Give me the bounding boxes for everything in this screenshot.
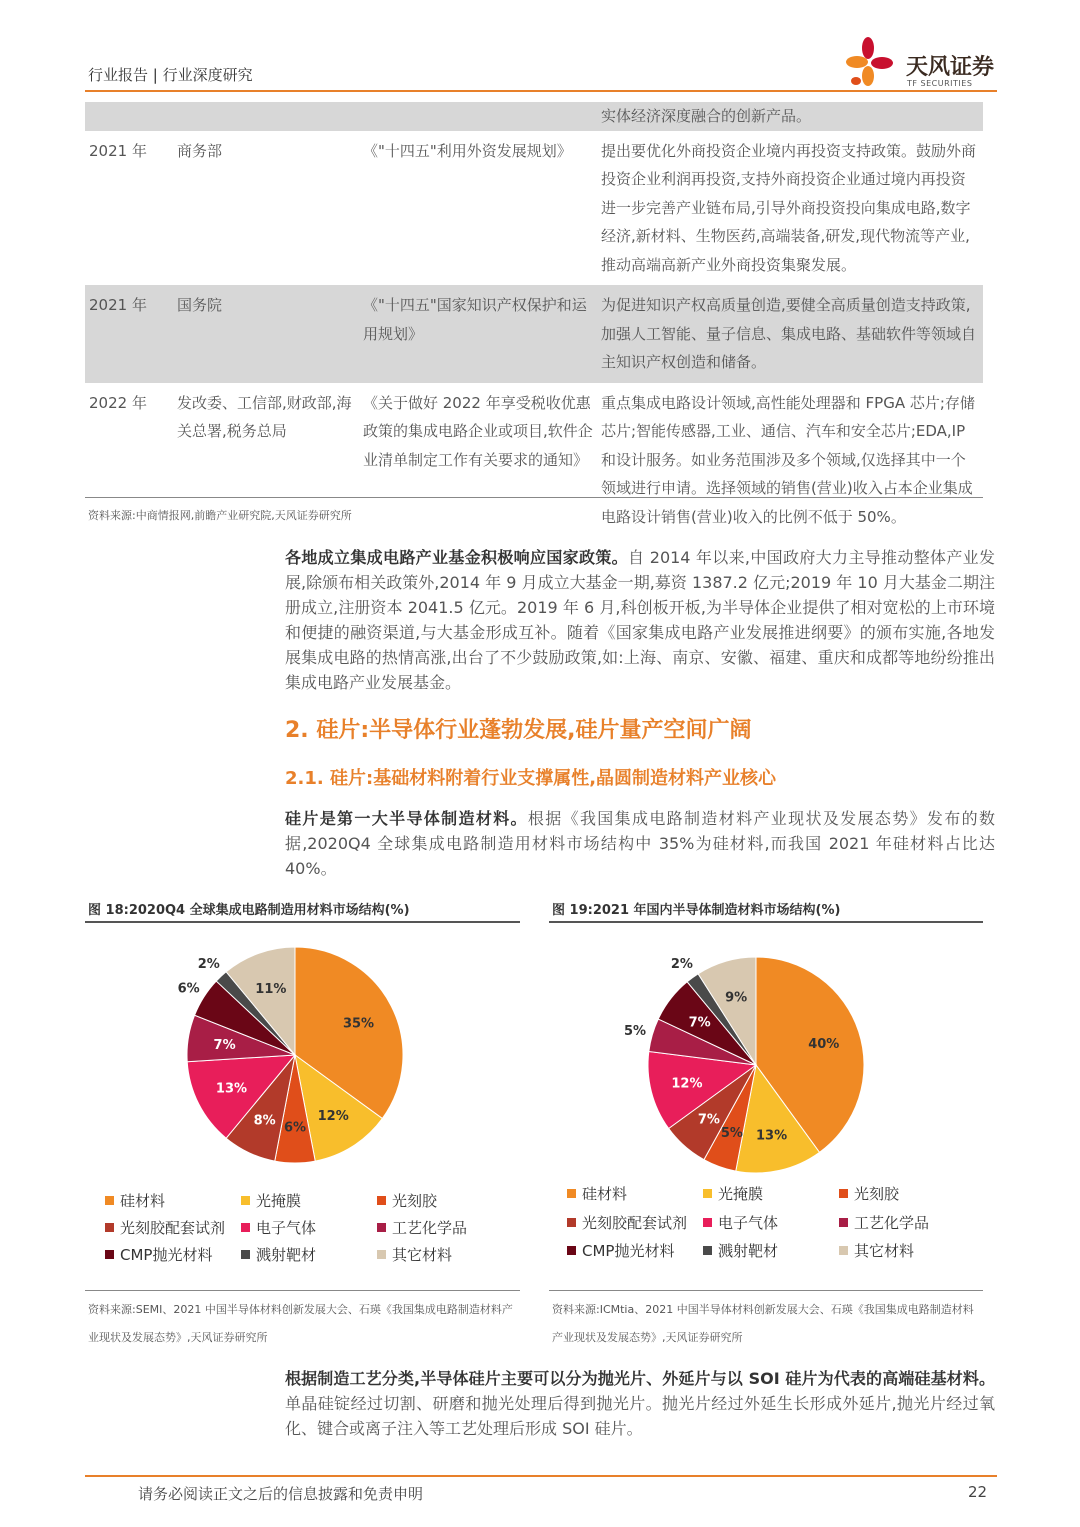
legend-swatch xyxy=(567,1189,576,1198)
table-cell-dept: 商务部 xyxy=(177,141,223,160)
legend-item xyxy=(241,1244,316,1265)
legend-item xyxy=(105,1244,212,1265)
pie-label-3: 5% xyxy=(720,1126,743,1142)
legend-item xyxy=(241,1190,301,1211)
legend-label: 光掩膜 xyxy=(718,1185,764,1203)
table-cell-year: 2021 年 xyxy=(89,141,147,160)
table-cell-content: 提出要优化外商投资企业境内再投资支持政策。鼓励外商投资企业利润再投资,支持外商投资企业通过境内再投资进一步完善产业链布局,引导外商投资投向集成电路,数字经济,新材料、生物医药,高端装备,研发,现代物流等产业,推动高端高新产业外商投资集聚发展。 xyxy=(601,141,977,274)
legend-item xyxy=(703,1212,778,1233)
figure-18-rule xyxy=(85,921,520,923)
legend-swatch xyxy=(105,1250,114,1259)
pie-label-2: 12% xyxy=(317,1109,349,1125)
legend-label: 其它材料 xyxy=(854,1242,915,1260)
figure-19-title: 图 19:2021 年国内半导体制造材料市场结构(%) xyxy=(552,903,841,918)
table-row xyxy=(85,131,983,286)
legend-label: 光刻胶 xyxy=(854,1185,900,1203)
figure-18-title: 图 18:2020Q4 全球集成电路制造用材料市场结构(%) xyxy=(88,903,410,918)
legend-label: 溅射靶材 xyxy=(718,1242,779,1260)
pie-label-6: 7% xyxy=(213,1037,236,1053)
table-cell-dept: 国务院 xyxy=(173,285,359,383)
legend-swatch xyxy=(377,1250,386,1259)
legend-label: 溅射靶材 xyxy=(256,1246,317,1264)
paragraph-lead: 硅片是第一大半导体制造材料。 xyxy=(285,809,528,828)
legend-swatch xyxy=(377,1223,386,1232)
table-cell-doc: 《"十四五"利用外资发展规划》 xyxy=(363,141,572,160)
pie-label-3: 6% xyxy=(283,1120,307,1136)
paragraph-body: 单晶硅锭经过切割、研磨和抛光处理后得到抛光片。抛光片经过外延生长形成外延片,抛光片经过氧化、键合或离子注入等工艺处理后形成 SOI 硅片。 xyxy=(285,1394,995,1438)
pie-chart-19 xyxy=(549,930,983,1180)
table-cell-content: 重点集成电路设计领域,高性能处理器和 FPGA 芯片;存储芯片;智能传感器,工业、通信、汽车和安全芯片;EDA,IP 和设计服务。如业务范围涉及多个领域,仅选择其中一个领域进行申请。选择领域的销售(营业)收入占本企业集成电路设计销售(营业)收入的比例不低于 50%。 xyxy=(601,393,975,526)
logo-name: 天风证券 xyxy=(906,55,995,80)
pie-label-4: 8% xyxy=(253,1113,276,1129)
legend-label: 光刻胶配套试剂 xyxy=(582,1213,688,1232)
legend-label: CMP抛光材料 xyxy=(120,1246,213,1264)
table-cell-doc: 《"十四五"国家知识产权保护和运用规划》 xyxy=(359,285,597,383)
legend-swatch xyxy=(839,1246,848,1255)
legend-swatch xyxy=(241,1196,250,1205)
pie-chart-18 xyxy=(85,930,520,1180)
pie-label-5: 12% xyxy=(671,1076,703,1092)
figure-19-rule xyxy=(549,921,983,923)
figure-19-source-rule xyxy=(549,1290,983,1291)
page-number: 22 xyxy=(968,1483,988,1501)
legend-item xyxy=(567,1240,674,1261)
legend-label: 光刻胶配套试剂 xyxy=(120,1219,226,1237)
pie-label-7: 6% xyxy=(177,981,200,997)
table-cell-doc: 《关于做好 2022 年享受税收优惠政策的集成电路企业或项目,软件企业清单制定工作有关要求的通知》 xyxy=(363,393,593,469)
pie-label-1: 35% xyxy=(342,1016,375,1032)
legend-swatch xyxy=(567,1218,576,1227)
legend-swatch xyxy=(105,1196,114,1205)
table-cell-year: 2022 年 xyxy=(89,393,147,412)
pie-label-9: 9% xyxy=(725,990,748,1006)
legend-19 xyxy=(567,1183,987,1269)
table-bottom-rule xyxy=(85,497,983,498)
table-row xyxy=(85,285,983,383)
legend-label: 工艺化学品 xyxy=(392,1219,468,1237)
table-cell-content: 为促进知识产权高质量创造,要健全高质量创造支持政策,加强人工智能、量子信息、集成电路、基础软件等领域自主知识产权创造和储备。 xyxy=(597,285,983,383)
paragraph-wafer-types xyxy=(285,1366,995,1441)
figure-19-source: 资料来源:ICMtia、2021 中国半导体材料创新发展大会、石瑛《我国集成电路制造材料产业现状及发展态势》,天风证券研究所 xyxy=(552,1303,974,1344)
legend-swatch xyxy=(703,1246,712,1255)
legend-18 xyxy=(105,1190,525,1270)
figure-18-source-rule xyxy=(85,1290,520,1291)
paragraph-silicon xyxy=(285,806,995,881)
pie-label-7: 7% xyxy=(688,1015,711,1031)
pie-label-9: 11% xyxy=(255,981,287,997)
table-cell-content: 实体经济深度融合的创新产品。 xyxy=(597,102,983,131)
header-divider xyxy=(85,90,997,92)
legend-item xyxy=(839,1240,914,1261)
legend-item xyxy=(567,1183,627,1204)
logo-subtitle: TF SECURITIES xyxy=(907,79,973,88)
table-cell-year: 2021 年 xyxy=(85,285,173,383)
footer-divider xyxy=(85,1475,997,1477)
legend-swatch xyxy=(703,1218,712,1227)
legend-item xyxy=(377,1190,437,1211)
legend-swatch xyxy=(241,1250,250,1259)
legend-item xyxy=(703,1183,763,1204)
table-source: 资料来源:中商情报网,前瞻产业研究院,天风证券研究所 xyxy=(88,509,352,522)
pie-label-5: 13% xyxy=(215,1081,248,1097)
legend-label: 工艺化学品 xyxy=(854,1213,930,1232)
table-row xyxy=(85,102,983,131)
legend-swatch xyxy=(241,1223,250,1232)
legend-swatch xyxy=(839,1218,848,1227)
legend-swatch xyxy=(567,1246,576,1255)
paragraph-lead: 各地成立集成电路产业基金积极响应国家政策。 xyxy=(285,548,629,567)
paragraph-body: 根据《我国集成电路制造材料产业现状及发展态势》发布的数据,2020Q4 全球集成电路制造用材料市场结构中 35%为硅材料,而我国 2021 年硅材料占比达 40%。 xyxy=(285,809,995,878)
legend-label: CMP抛光材料 xyxy=(582,1242,675,1260)
footer-disclaimer: 请务必阅读正文之后的信息披露和免责申明 xyxy=(138,1485,424,1503)
legend-label: 其它材料 xyxy=(392,1246,453,1264)
legend-item xyxy=(241,1217,316,1238)
table-cell-dept: 发改委、工信部,财政部,海关总署,税务总局 xyxy=(177,393,352,440)
legend-label: 电子气体 xyxy=(256,1219,317,1237)
legend-item xyxy=(567,1212,687,1233)
legend-swatch xyxy=(839,1189,848,1198)
legend-swatch xyxy=(377,1196,386,1205)
paragraph-fund xyxy=(285,545,995,695)
legend-item xyxy=(105,1190,165,1211)
legend-label: 光掩膜 xyxy=(256,1192,302,1210)
paragraph-body: 自 2014 年以来,中国政府大力主导推动整体产业发展,除颁布相关政策外,2014 年 9 月成立大基金一期,募资 1387.2 亿元;2019 年 10 月大基金二期注册成立,注册资本 2041.5 亿元。2019 年 6 月,科创板开板,为半导体企业提供了相对宽松的上市环境和便捷的融资渠道,与大基金形成互补。随着《国家集成电路产业发展推进纲要》的颁布实施,各地发展集成电路的热情高涨,出台了不少鼓励政策,如:上海、南京、安徽、福建、重庆和成都等地纷纷推出集成电路产业发展基金。 xyxy=(285,548,995,692)
legend-item xyxy=(377,1217,467,1238)
legend-label: 光刻胶 xyxy=(392,1192,438,1210)
legend-swatch xyxy=(703,1189,712,1198)
legend-swatch xyxy=(105,1223,114,1232)
legend-item xyxy=(703,1240,778,1261)
legend-item xyxy=(839,1183,899,1204)
legend-item xyxy=(105,1217,225,1238)
pie-label-6: 5% xyxy=(623,1023,647,1039)
legend-label: 电子气体 xyxy=(718,1213,779,1232)
subsection-heading: 2.1. 硅片:基础材料附着行业支撑属性,晶圆制造材料产业核心 xyxy=(285,768,777,789)
logo-icon xyxy=(846,36,906,92)
legend-item xyxy=(377,1244,452,1265)
pie-label-8: 2% xyxy=(197,957,220,973)
report-category: 行业报告 | 行业深度研究 xyxy=(88,66,253,84)
pie-label-2: 13% xyxy=(755,1128,788,1144)
figure-18-source: 资料来源:SEMI、2021 中国半导体材料创新发展大会、石瑛《我国集成电路制造材料产业现状及发展态势》,天风证券研究所 xyxy=(88,1303,513,1344)
legend-label: 硅材料 xyxy=(120,1192,166,1210)
policy-table xyxy=(85,102,983,537)
legend-item xyxy=(839,1212,929,1233)
paragraph-lead: 根据制造工艺分类,半导体硅片主要可以分为抛光片、外延片与以 SOI 硅片为代表的高端硅基材料。 xyxy=(285,1369,995,1388)
pie-label-8: 2% xyxy=(670,957,693,973)
legend-label: 硅材料 xyxy=(582,1185,628,1203)
section-heading: 2. 硅片:半导体行业蓬勃发展,硅片量产空间广阔 xyxy=(285,718,752,743)
pie-label-4: 7% xyxy=(697,1112,720,1128)
pie-label-1: 40% xyxy=(808,1036,840,1052)
